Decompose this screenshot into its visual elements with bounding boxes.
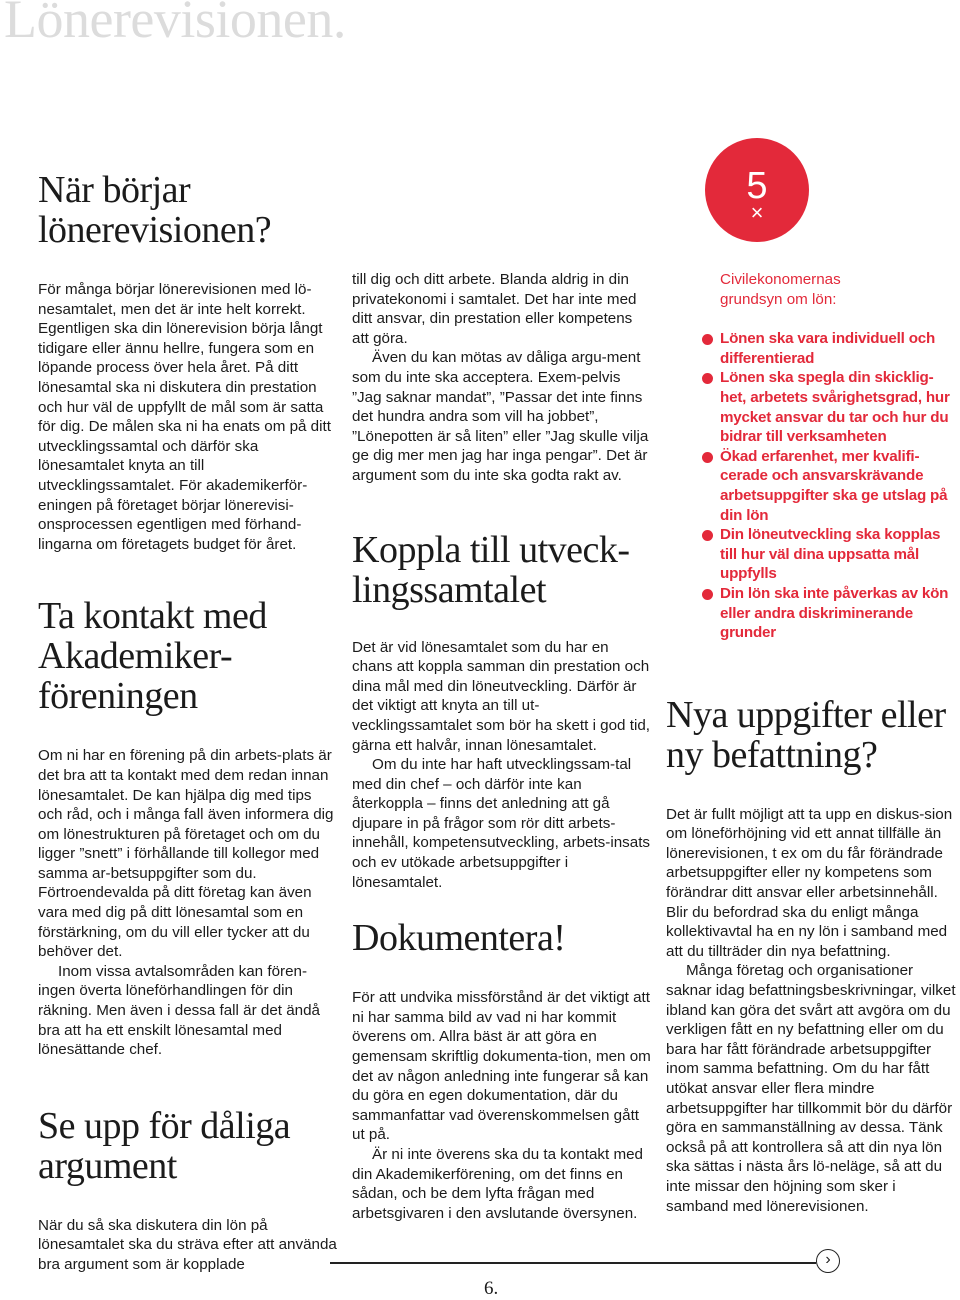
sidebar-subtitle: Civilekonomernas grundsyn om lön:	[720, 271, 841, 308]
heading-when-starts: När börjar lönerevisionen?	[38, 169, 272, 251]
heading-new-tasks: Nya uppgifter eller ny befattning?	[666, 693, 946, 776]
section-banner: Lönerevisionen.	[4, 0, 346, 49]
list-item: Ökad erfarenhet, mer kvalifi-cerade och ansvarskrävande arbetsuppgifter ska ge utslag på din lön	[666, 447, 958, 525]
times-icon: ×	[750, 200, 764, 225]
bullet-icon	[702, 530, 713, 541]
heading-contact-union: Ta kontakt med Akademiker-föreningen	[38, 595, 267, 718]
page-number: 6.	[484, 1278, 499, 1299]
badge-number: 5	[746, 165, 768, 207]
list-item: Lönen ska spegla din skicklig-het, arbetets svårighetsgrad, hur mycket ansvar du tar och hur du bidrar till verksamheten	[666, 368, 958, 446]
principles-list	[666, 329, 958, 643]
paragraph: Det är vid lönesamtalet som du har en chans att koppla samman din prestation och dina mål med din löneutveckling. Därför är det viktigt att knyta an till ut-vecklingssamtalet som bör ha skett i god tid, gärna ett halvår, innan lönesamtalet.	[352, 638, 650, 754]
bullet-icon	[702, 452, 713, 463]
heading-bad-arguments: Se upp för dåliga argument	[38, 1104, 291, 1187]
heading-link-development: Koppla till utveck-lingssamtalet	[352, 528, 630, 611]
paragraph: till dig och ditt arbete. Blanda aldrig in din privatekonomi i samtalet. Det har inte med ditt ansvar, din prestation eller kompetens att göra.	[352, 271, 637, 347]
footer-rule	[330, 1262, 816, 1264]
paragraph: Det är fullt möjligt att ta upp en diskus-sion om löneförhöjning vid ett annat tillfälle än lönerevisionen, t ex om du får förändrade arbetsuppgifter eller ny kompetens som förändrar ditt ansvar eller arbetsinnehåll. Blir du befordrad ska du enligt många kollektivavtal ha en ny lön i samband med att du tillträder din nya befattning.	[666, 805, 953, 960]
bullet-icon	[702, 334, 713, 345]
column-2	[352, 270, 652, 1223]
list-item: Din lön ska inte påverkas av kön eller andra diskriminerande grunder	[666, 584, 958, 643]
next-page-icon[interactable]: ›	[816, 1249, 840, 1273]
bullet-icon	[702, 589, 713, 600]
paragraph: Om ni har en förening på din arbets-plats är det bra att ta kontakt med dem redan innan lönesamtalet. De kan hjälpa dig med tips och råd, och i många fall även informera dig om lönestrukturen på företaget och om du ligger ”snett” i förhållande till kollegor med samma ar-betsuppgifter som du. Förtroendevalda på ditt företag kan även vara med dig på ditt lönesamtal som en förstärkning, om du vill eller tycker att du behöver det.	[38, 747, 334, 961]
paragraph: För att undvika missförstånd är det viktigt att ni har samma bild av vad ni har kommit överens om. Allra bäst är att göra en gemensam skriftlig dokumenta-tion, men om det av någon anledning inte fungerar så kan du göra en egen dokumentation, där du sammanfattar vad överenskommelsen gått ut på.	[352, 989, 651, 1144]
paragraph: För många börjar lönerevisionen med lö-nesamtalet, men det är inte helt korrekt. Egentligen ska din lönerevision börja långt tidigare eller ännu hellre, fungera som en löpande process över hela året. På ditt lönesamtal ska ni diskutera din prestation och hur väl de uppfyllt de mål som är satta för dig. De målen ska ni ha enats om på ditt utvecklingssamtal och därför ska lönesamtalet knyta an till utvecklingssamtalet. För akademikerför-eningen på företaget börjar lönerevisi-onsprocessen egentligen med förhand-lingarna om företagets budget för året.	[38, 281, 331, 553]
column-1	[38, 170, 338, 1275]
paragraph: Inom vissa avtalsområden kan fören-ingen överta löneförhandlingen för din räkning. Men även i dessa fall är det ändå bra att ha ett enskilt lönesamtal med lönesättande chef.	[38, 962, 320, 1059]
paragraph: När du så ska diskutera din lön på lönesamtalet ska du sträva efter att använda bra argument som är kopplade	[38, 1216, 337, 1273]
bullet-icon	[702, 373, 713, 384]
column-3	[666, 270, 958, 1216]
paragraph: Om du inte har haft utvecklingssam-tal med din chef – och därför inte kan återkoppla – finns det anledning att gå djupare in på frågor som rör ditt arbets-innehåll, kompetensutveckling, arbets-insats och ev utökade arbetsuppgifter i lönesamtalet.	[352, 756, 651, 891]
list-item: Lönen ska vara individuell och differentierad	[666, 329, 958, 368]
number-badge	[705, 138, 809, 242]
paragraph: Många företag och organisationer saknar idag befattningsbeskrivningar, vilket ibland kan göra det svårt att avgöra om du verkligen fått en ny befattning eller om du bara har fått förändrade arbetsuppgifter inom samma befattning. Om du har fått utökat ansvar eller flera mindre arbetsuppgifter har tillkommit bör du därför göra en sammanställning av dessa. Tänk också på att kontrollera så att din nya lön ska sättas i nästa års lö-neläge, så att du inte missar den höjning som sker i samband med lönerevisionen.	[666, 962, 956, 1215]
list-item: Din löneutveckling ska kopplas till hur väl dina uppsatta mål uppfylls	[666, 525, 958, 584]
heading-document: Dokumentera!	[352, 917, 566, 960]
paragraph: Är ni inte överens ska du ta kontakt med din Akademikerförening, om det finns en sådan, och be dem lyfta frågan med arbetsgivaren i den avslutande översynen.	[352, 1146, 643, 1222]
paragraph: Även du kan mötas av dåliga argu-ment som du inte ska acceptera. Exem-pelvis ”Jag saknar mandat”, ”Passar det inte finns det hundra andra som vill ha jobbet”, ”Lönepotten är så liten” eller ”Jag skulle vilja ge dig mer men jag har inga pengar”. Det är argument som du inte ska godta rakt av.	[352, 349, 649, 484]
